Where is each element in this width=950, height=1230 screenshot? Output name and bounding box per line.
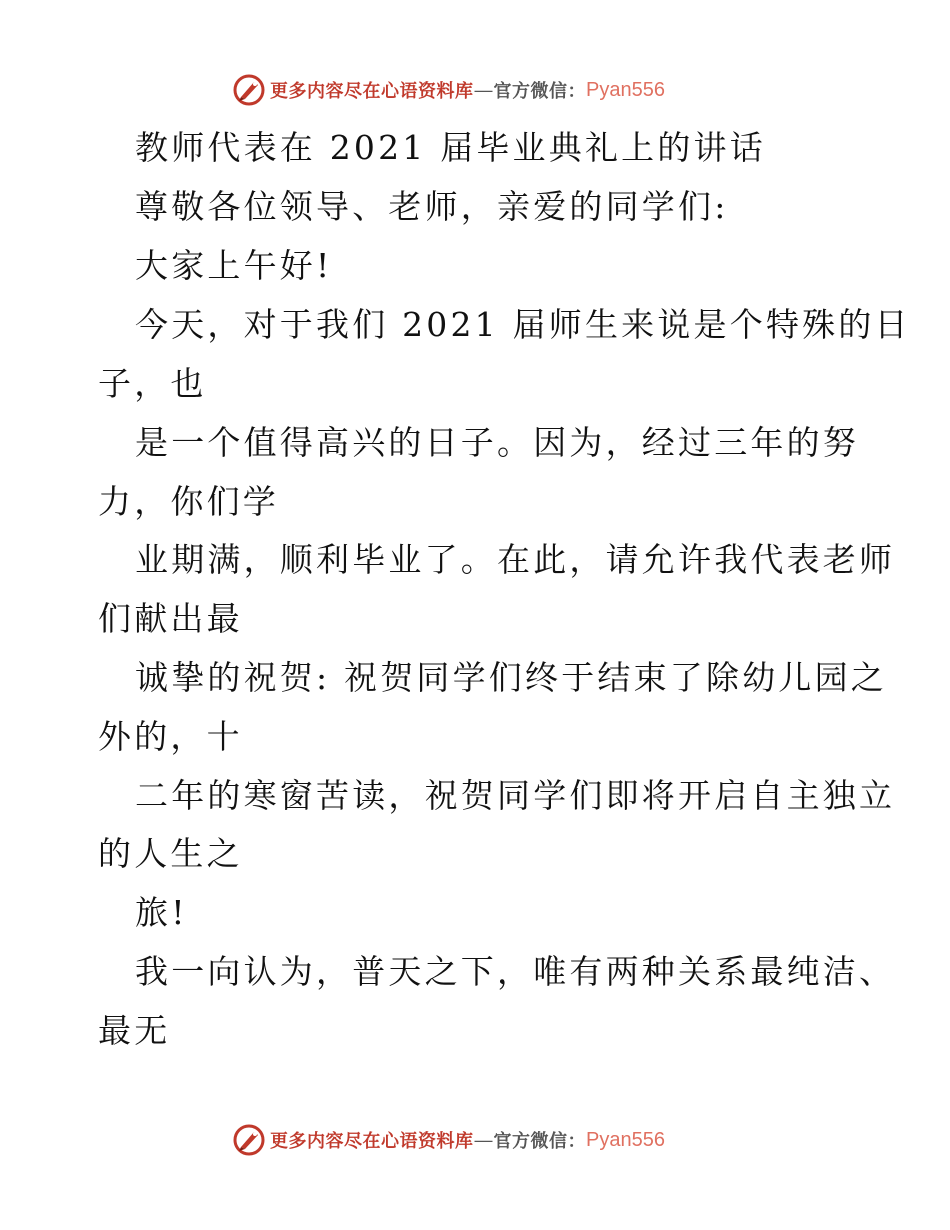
text-line: 的人生之 [98,834,243,873]
banner-text: 更多内容尽在心语资料库 [270,1131,474,1152]
banner-wechat-id: Pyan556 [586,78,665,101]
text-line: 是一个值得高兴的日子。因为，经过三年的努 [135,423,859,462]
banner-separator: — [474,79,493,100]
text-line: 二年的寒窗苦读，祝贺同学们即将开启自主独立 [135,776,896,815]
text-line: 业期满，顺利毕业了。在此，请允许我代表老师 [135,540,896,579]
header-watermark-banner [0,70,950,110]
red-circle-pen-logo-icon [232,1123,266,1157]
text-line: 今天，对于我们 2021 届师生来说是个特殊的日 [135,305,911,344]
text-line: 诚挚的祝贺: 祝贺同学们终于结束了除幼儿园之 [135,658,888,697]
text-line: 大家上午好! [135,246,333,285]
banner-separator: — [474,1129,493,1150]
document-title: 教师代表在 2021 届毕业典礼上的讲话 [135,128,766,167]
banner-wechat-id: Pyan556 [586,1128,665,1151]
text-line: 外的，十 [98,717,243,756]
banner-text: 更多内容尽在心语资料库 [270,81,474,102]
footer-watermark-banner [0,1120,950,1160]
text-line: 我一向认为，普天之下，唯有两种关系最纯洁、 [135,952,896,991]
text-line: 力，你们学 [98,482,279,521]
red-circle-pen-logo-icon [232,73,266,107]
text-line: 们献出最 [98,599,243,638]
banner-label: 官方微信： [493,1131,586,1152]
text-line: 尊敬各位领导、老师，亲爱的同学们: [135,187,729,226]
text-line: 子，也 [98,364,207,403]
banner-label: 官方微信： [493,81,586,102]
text-line: 最无 [98,1011,171,1050]
text-line: 旅! [135,893,188,932]
